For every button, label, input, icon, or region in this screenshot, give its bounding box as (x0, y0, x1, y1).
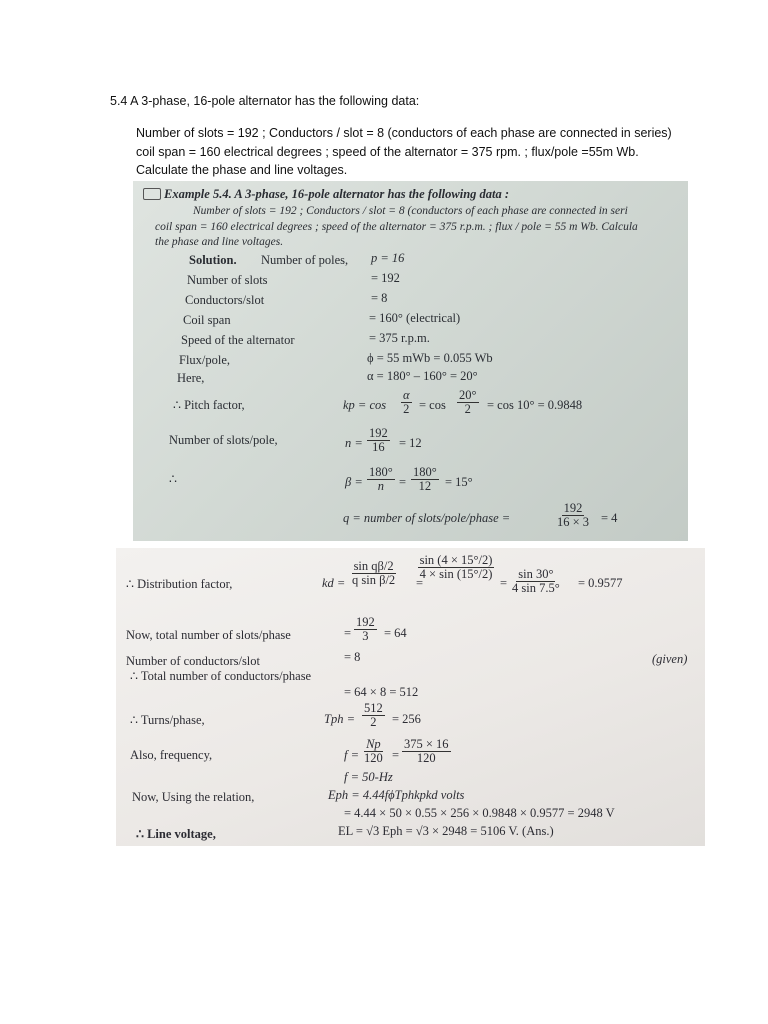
slots-pole-label: Number of slots/pole, (169, 433, 278, 447)
row-label-5: Flux/pole, (179, 353, 231, 367)
turns-rhs: = 256 (392, 712, 421, 726)
turns-label: ∴ Turns/phase, (130, 713, 205, 727)
question-line-2: coil span = 160 electrical degrees ; speed of the alternator = 375 rpm. ; flux/pole =55m Wb. (136, 144, 639, 159)
q-lhs: q = number of slots/pole/phase = (343, 511, 511, 525)
beta-eq: = (399, 475, 407, 489)
pitch-mid: = cos (419, 398, 446, 412)
pitch-fraction-1: $\frac{\alpha}{2}$ (403, 388, 410, 416)
row-value-2: = 8 (371, 291, 388, 305)
slots-phase-eq: = (344, 626, 352, 640)
total-cond-value: = 64 × 8 = 512 (344, 685, 419, 699)
slots-pole-lhs: n = (345, 436, 363, 450)
dist-fraction-3: $\frac{\sin 30^\circ}{4 \sin 7.5^\circ}$ (512, 567, 560, 595)
q-rhs: = 4 (601, 511, 618, 525)
textbook-photo-2 (116, 548, 705, 846)
dist-rhs: = 0.9577 (578, 576, 623, 590)
freq-result: f = 50-Hz (344, 770, 393, 784)
row-value-1: = 192 (371, 271, 400, 285)
pitch-lhs: kp = cos (343, 398, 387, 412)
total-cond-label: ∴ Total number of conductors/phase (130, 669, 312, 683)
example-icon (143, 188, 161, 200)
row-value-6: α = 180° – 160° = 20° (367, 369, 478, 383)
pitch-fraction-2: $\frac{20^\circ}{2}$ (459, 388, 477, 416)
dist-fraction-2: $\frac{\sin (4 \times 15^\circ/2)}{4 \times \sin (15^\circ/2)}$ (419, 553, 493, 581)
dist-lhs: kd = (322, 576, 346, 590)
slots-phase-rhs: = 64 (384, 626, 407, 640)
q-fraction: $\frac{192}{16 \times 3}$ (557, 501, 590, 529)
row-label-2: Conductors/slot (185, 293, 265, 307)
line-voltage-label: ∴ Line voltage, (136, 827, 216, 841)
row-label-6: Here, (177, 371, 205, 385)
question-heading: 5.4 A 3-phase, 16-pole alternator has the following data: (110, 94, 420, 108)
dist-eq-1: = (416, 576, 424, 590)
row-label-3: Coil span (183, 313, 231, 327)
question-body (136, 124, 672, 180)
relation-line-1: Eph = 4.44fϕTphkpkd volts (328, 788, 465, 802)
slots-pole-rhs: = 12 (399, 436, 422, 450)
row-value-0: p = 16 (371, 251, 405, 265)
relation-line-2: = 4.44 × 50 × 0.55 × 256 × 0.9848 × 0.9577 = 2948 V (344, 806, 615, 820)
turns-lhs: Tph = (324, 712, 356, 726)
problem-line-4: the phase and line voltages. (155, 236, 284, 248)
beta-lhs: β = (345, 475, 363, 489)
row-label-0: Number of poles, (261, 253, 349, 267)
cond-slot-label: Number of conductors/slot (126, 654, 261, 668)
pitch-rhs: = cos 10° = 0.9848 (487, 398, 583, 412)
question-line-1: Number of slots = 192 ; Conductors / slot = 8 (conductors of each phase are connected in series) (136, 126, 672, 140)
problem-line-3: coil span = 160 electrical degrees ; speed of the alternator = 375 r.p.m. ; flux / pole = 55 m Wb. Calcula (155, 221, 638, 233)
relation-label: Now, Using the relation, (132, 790, 255, 804)
row-label-1: Number of slots (187, 273, 268, 287)
beta-therefore: ∴ (169, 472, 177, 486)
turns-fraction: $\frac{512}{2}$ (364, 701, 383, 729)
freq-fraction-1: $\frac{Np}{120}$ (364, 737, 383, 765)
slots-phase-fraction: $\frac{192}{3}$ (356, 615, 375, 643)
freq-fraction-2: $\frac{375 \times 16}{120}$ (404, 737, 449, 765)
textbook-photo-1 (133, 181, 688, 541)
slots-phase-label: Now, total number of slots/phase (126, 628, 291, 642)
beta-fraction-2: $\frac{180^\circ}{12}$ (413, 465, 437, 493)
beta-rhs: = 15° (445, 475, 473, 489)
freq-label: Also, frequency, (130, 748, 213, 762)
cond-slot-note: (given) (652, 652, 688, 666)
row-value-3: = 160° (electrical) (369, 311, 461, 325)
row-label-4: Speed of the alternator (181, 333, 295, 347)
question-line-3: Calculate the phase and line voltages. (136, 163, 348, 177)
slots-pole-fraction: $\frac{192}{16}$ (369, 426, 388, 454)
dist-eq-2: = (500, 576, 508, 590)
beta-fraction-1: $\frac{180^\circ}{n}$ (369, 465, 393, 493)
line-voltage-value: EL = √3 Eph = √3 × 2948 = 5106 V. (Ans.) (338, 824, 554, 838)
pitch-label: ∴ Pitch factor, (173, 398, 245, 412)
freq-lhs: f = (344, 748, 360, 762)
dist-label: ∴ Distribution factor, (126, 577, 233, 591)
dist-fraction-1: $\frac{\text{sin qβ/2}}{\text{q sin β/2}}$ (352, 559, 396, 587)
example-title: Example 5.4. A 3-phase, 16-pole alternator has the following data : (143, 187, 509, 202)
problem-line-2: Number of slots = 192 ; Conductors / slot = 8 (conductors of each phase are connected in seri (193, 205, 628, 217)
row-value-4: = 375 r.p.m. (369, 331, 430, 345)
freq-eq: = (392, 748, 400, 762)
solution-label: Solution. (189, 253, 237, 267)
cond-slot-value: = 8 (344, 650, 361, 664)
row-value-5: ϕ = 55 mWb = 0.055 Wb (367, 351, 493, 365)
